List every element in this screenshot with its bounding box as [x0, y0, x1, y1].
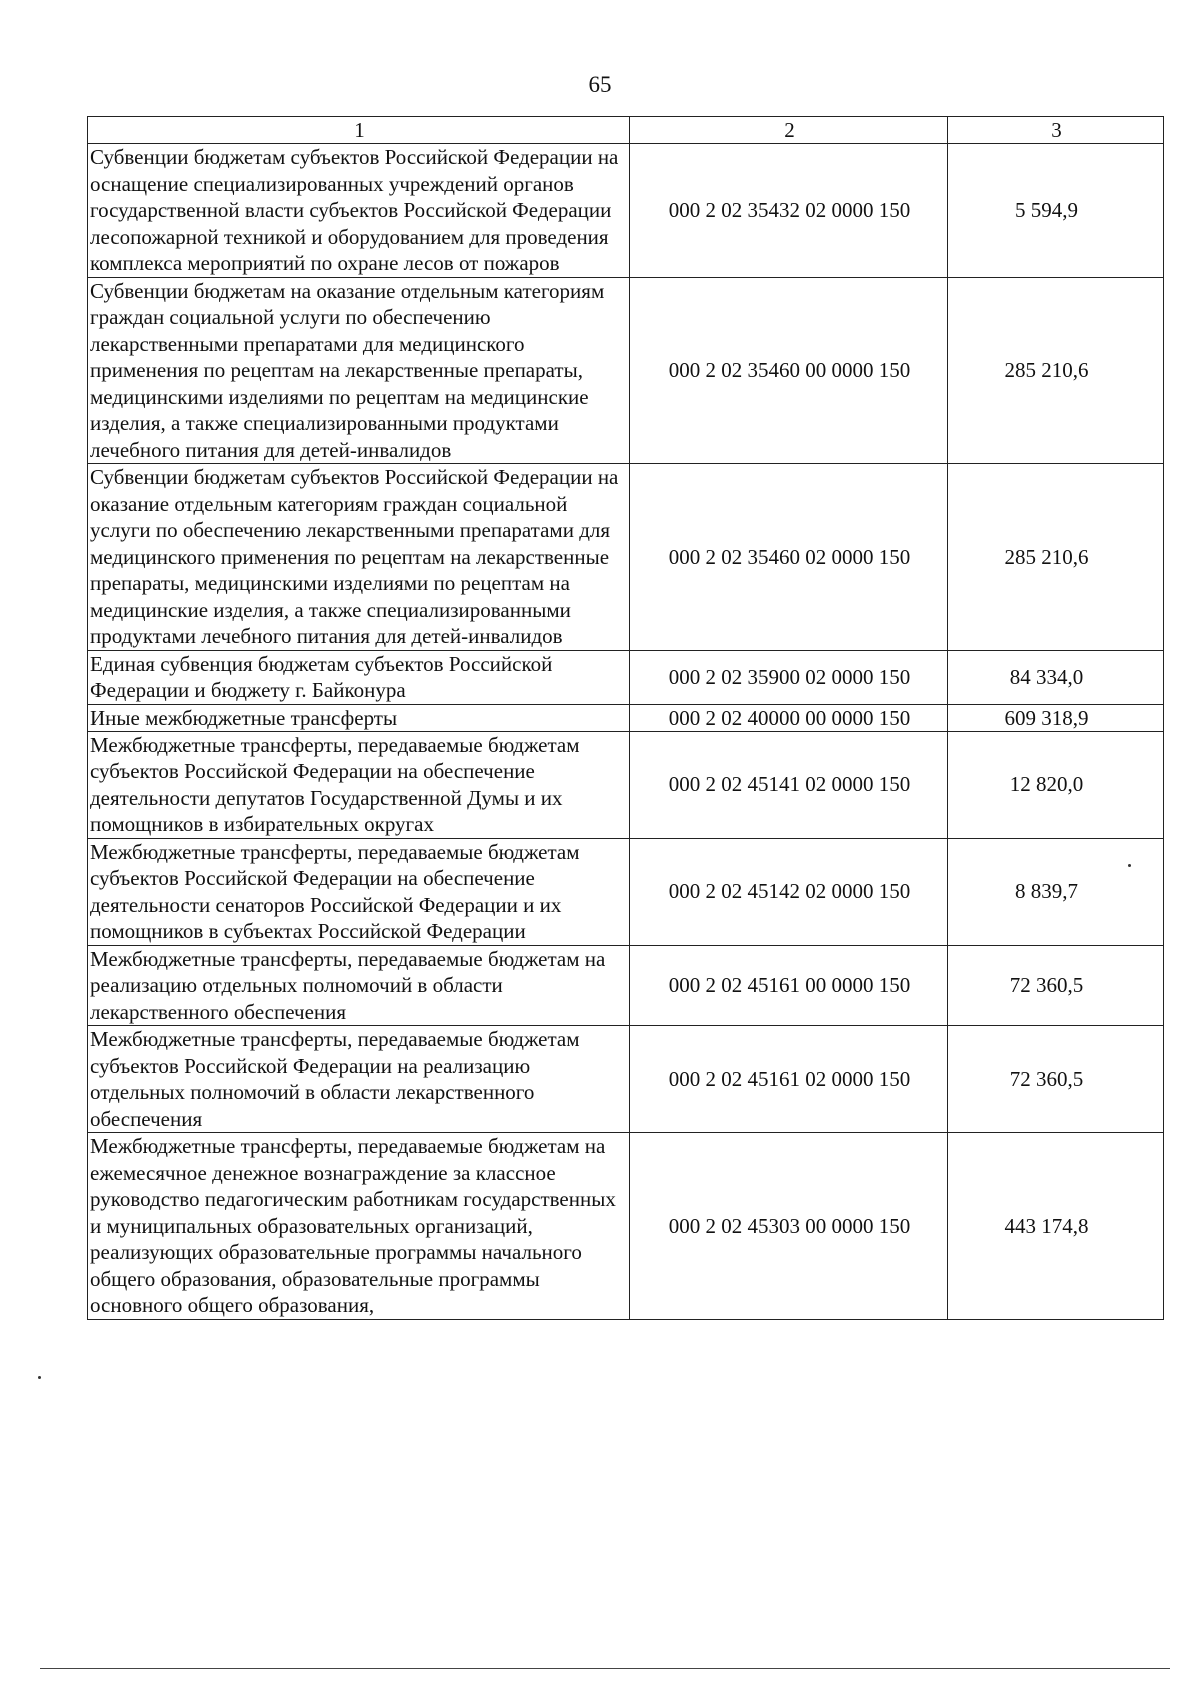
row-name: Единая субвенция бюджетам субъектов Российской Федерации и бюджету г. Байконура [88, 650, 630, 704]
row-amount: 285 210,6 [948, 464, 1164, 651]
table-row [88, 277, 1164, 464]
row-code: 000 2 02 45142 02 0000 150 [630, 838, 948, 945]
row-name: Межбюджетные трансферты, передаваемые бюджетам на ежемесячное денежное вознаграждение за классное руководство педагогическим работникам государственных и муниципальных образовательных организаций, реализующих образовательные программы начального общего образования, образовательные программы основного общего образования, [88, 1133, 630, 1320]
row-code: 000 2 02 40000 00 0000 150 [630, 704, 948, 731]
budget-revenue-table [87, 116, 1164, 1320]
scan-speck [38, 1376, 41, 1379]
row-amount: 285 210,6 [948, 277, 1164, 464]
table-row [88, 464, 1164, 651]
row-name: Межбюджетные трансферты, передаваемые бюджетам субъектов Российской Федерации на обеспечение деятельности сенаторов Российской Федерации и их помощников в субъектах Российской Федерации [88, 838, 630, 945]
row-amount: 609 318,9 [948, 704, 1164, 731]
table-row [88, 650, 1164, 704]
table-row [88, 704, 1164, 731]
column-header-3: 3 [948, 117, 1164, 144]
table-header-row [88, 117, 1164, 144]
row-code: 000 2 02 35460 02 0000 150 [630, 464, 948, 651]
row-code: 000 2 02 45141 02 0000 150 [630, 731, 948, 838]
row-code: 000 2 02 35460 00 0000 150 [630, 277, 948, 464]
table-row [88, 1026, 1164, 1133]
scan-speck [1128, 864, 1131, 867]
bottom-rule [40, 1668, 1170, 1669]
table-row [88, 144, 1164, 278]
table-row [88, 1133, 1164, 1320]
row-name: Субвенции бюджетам субъектов Российской Федерации на оказание отдельным категориям граждан социальной услуги по обеспечению лекарственными препаратами для медицинского применения по рецептам на лекарственные препараты, медицинскими изделиями по рецептам на медицинские изделия, а также специализированными продуктами лечебного питания для детей-инвалидов [88, 464, 630, 651]
row-amount: 12 820,0 [948, 731, 1164, 838]
row-name: Межбюджетные трансферты, передаваемые бюджетам на реализацию отдельных полномочий в области лекарственного обеспечения [88, 945, 630, 1026]
column-header-2: 2 [630, 117, 948, 144]
page-number: 65 [588, 72, 612, 97]
column-header-1: 1 [88, 117, 630, 144]
row-amount: 72 360,5 [948, 1026, 1164, 1133]
row-amount: 84 334,0 [948, 650, 1164, 704]
row-code: 000 2 02 45303 00 0000 150 [630, 1133, 948, 1320]
row-amount: 72 360,5 [948, 945, 1164, 1026]
row-amount: 8 839,7 [948, 838, 1164, 945]
row-name: Субвенции бюджетам на оказание отдельным категориям граждан социальной услуги по обеспечению лекарственными препаратами для медицинского применения по рецептам на лекарственные препараты, медицинскими изделиями по рецептам на медицинские изделия, а также специализированными продуктами лечебного питания для детей-инвалидов [88, 277, 630, 464]
table-row [88, 945, 1164, 1026]
row-amount: 5 594,9 [948, 144, 1164, 278]
row-name: Межбюджетные трансферты, передаваемые бюджетам субъектов Российской Федерации на обеспечение деятельности депутатов Государственной Думы и их помощников в избирательных округах [88, 731, 630, 838]
row-name: Субвенции бюджетам субъектов Российской Федерации на оснащение специализированных учреждений органов государственной власти субъектов Российской Федерации лесопожарной техникой и оборудованием для проведения комплекса мероприятий по охране лесов от пожаров [88, 144, 630, 278]
row-name: Иные межбюджетные трансферты [88, 704, 630, 731]
row-name: Межбюджетные трансферты, передаваемые бюджетам субъектов Российской Федерации на реализацию отдельных полномочий в области лекарственного обеспечения [88, 1026, 630, 1133]
row-amount: 443 174,8 [948, 1133, 1164, 1320]
table-row [88, 731, 1164, 838]
row-code: 000 2 02 35432 02 0000 150 [630, 144, 948, 278]
row-code: 000 2 02 45161 00 0000 150 [630, 945, 948, 1026]
row-code: 000 2 02 35900 02 0000 150 [630, 650, 948, 704]
row-code: 000 2 02 45161 02 0000 150 [630, 1026, 948, 1133]
table-row [88, 838, 1164, 945]
